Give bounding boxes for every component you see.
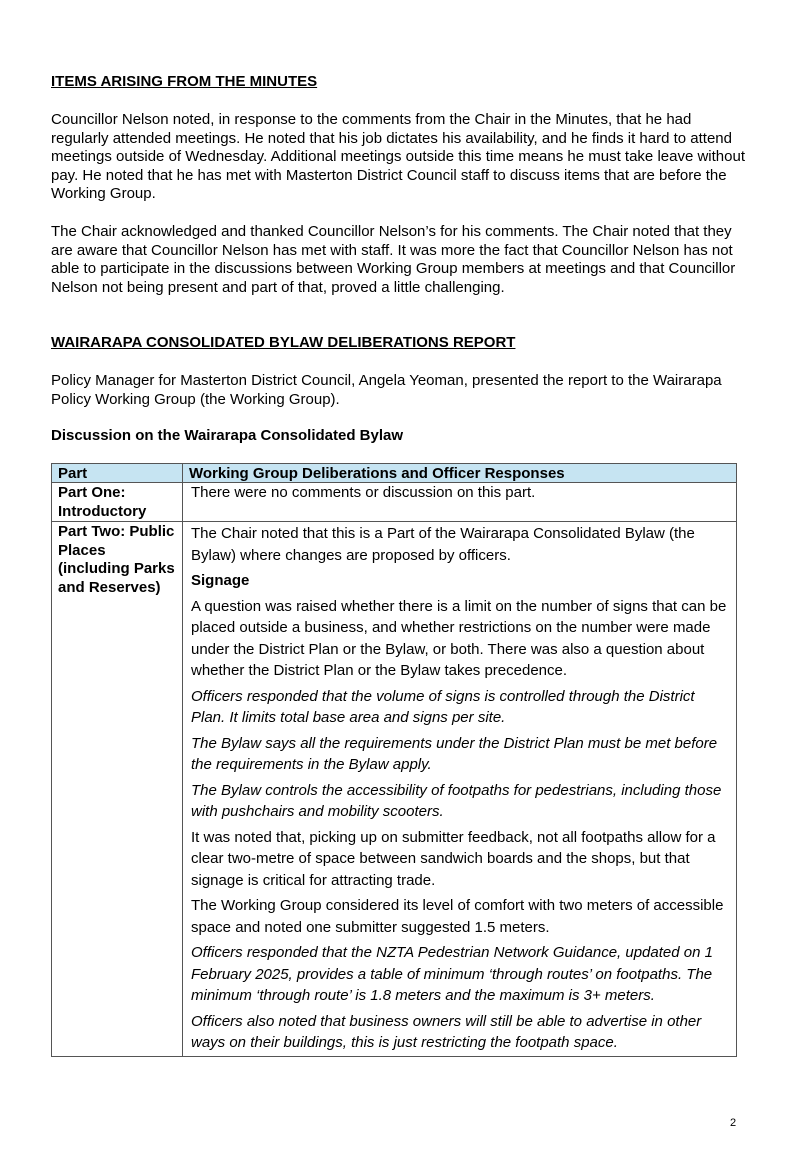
response-text: There were no comments or discussion on this part.	[191, 484, 536, 501]
paragraph-nelson-attendance: Councillor Nelson noted, in response to the comments from the Chair in the Minutes, that he had regularly attended meetings. He noted that his job dictates his availability, and he finds it hard to attend meetings outside of Wednesday. Additional meetings outside this time means he must take leave without pay. He noted that he has met with Masterton District Council staff to discuss items that are before the Working Group.	[51, 111, 745, 203]
column-header-part: Part	[52, 464, 183, 483]
response-cell	[183, 483, 737, 522]
bylaw-deliberations-heading: WAIRARAPA CONSOLIDATED BYLAW DELIBERATIONS REPORT	[51, 334, 516, 351]
signage-subheading: Signage	[191, 572, 250, 589]
part-name: Part One: Introductory	[52, 483, 183, 522]
part-name: Part Two: Public Places (including Parks and Reserves)	[52, 522, 183, 1057]
items-arising-heading: ITEMS ARISING FROM THE MINUTES	[51, 73, 318, 90]
officer-response-text: The Bylaw controls the accessibility of footpaths for pedestrians, including those with pushchairs and mobility scooters.	[191, 781, 722, 820]
paragraph-policy-manager: Policy Manager for Masterton District Council, Angela Yeoman, presented the report to the Wairarapa Policy Working Group (the Working Group).	[51, 372, 722, 408]
table-header-row	[52, 464, 737, 483]
response-cell	[183, 522, 737, 1057]
response-text: The Chair noted that this is a Part of the Wairarapa Consolidated Bylaw (the Bylaw) where changes are proposed by officers.	[191, 525, 695, 564]
response-text: It was noted that, picking up on submitter feedback, not all footpaths allow for a clear two-metre of space between sandwich boards and the shops, but that signage is critical for attracting trade.	[191, 828, 716, 889]
page-number: 2	[730, 1117, 737, 1129]
discussion-heading: Discussion on the Wairarapa Consolidated Bylaw	[51, 427, 404, 444]
officer-response-text: Officers responded that the NZTA Pedestrian Network Guidance, updated on 1 February 2025, provides a table of minimum ‘through routes’ on footpaths. The minimum ‘through route’ is 1.8 meters and the maximum is 3+ meters.	[191, 944, 713, 1004]
table-row	[52, 522, 737, 1057]
officer-response-text: The Bylaw says all the requirements under the District Plan must be met before the requirements in the Bylaw apply.	[191, 734, 718, 773]
officer-response-text: Officers responded that the volume of signs is controlled through the District Plan. It limits total base area and signs per site.	[191, 687, 695, 726]
response-text: The Working Group considered its level of comfort with two meters of accessible space and noted one submitter suggested 1.5 meters.	[191, 897, 724, 936]
deliberations-table	[51, 463, 737, 1057]
column-header-deliberations: Working Group Deliberations and Officer Responses	[183, 464, 737, 483]
response-text: A question was raised whether there is a limit on the number of signs that can be placed outside a business, and whether restrictions on the number were made under the District Plan or the Bylaw, or both. There was also a question about whether the District Plan or the Bylaw takes precedence.	[191, 597, 727, 679]
officer-response-text: Officers also noted that business owners will still be able to advertise in other ways on their buildings, this is just restricting the footpath space.	[191, 1012, 702, 1051]
table-row	[52, 483, 737, 522]
paragraph-chair-acknowledgement: The Chair acknowledged and thanked Councillor Nelson’s for his comments. The Chair noted that they are aware that Councillor Nelson has met with staff. It was more the fact that Councillor Nelson has not able to participate in the discussions between Working Group members at meetings and that Councillor Nelson not being present and part of that, proved a little challenging.	[51, 223, 736, 296]
